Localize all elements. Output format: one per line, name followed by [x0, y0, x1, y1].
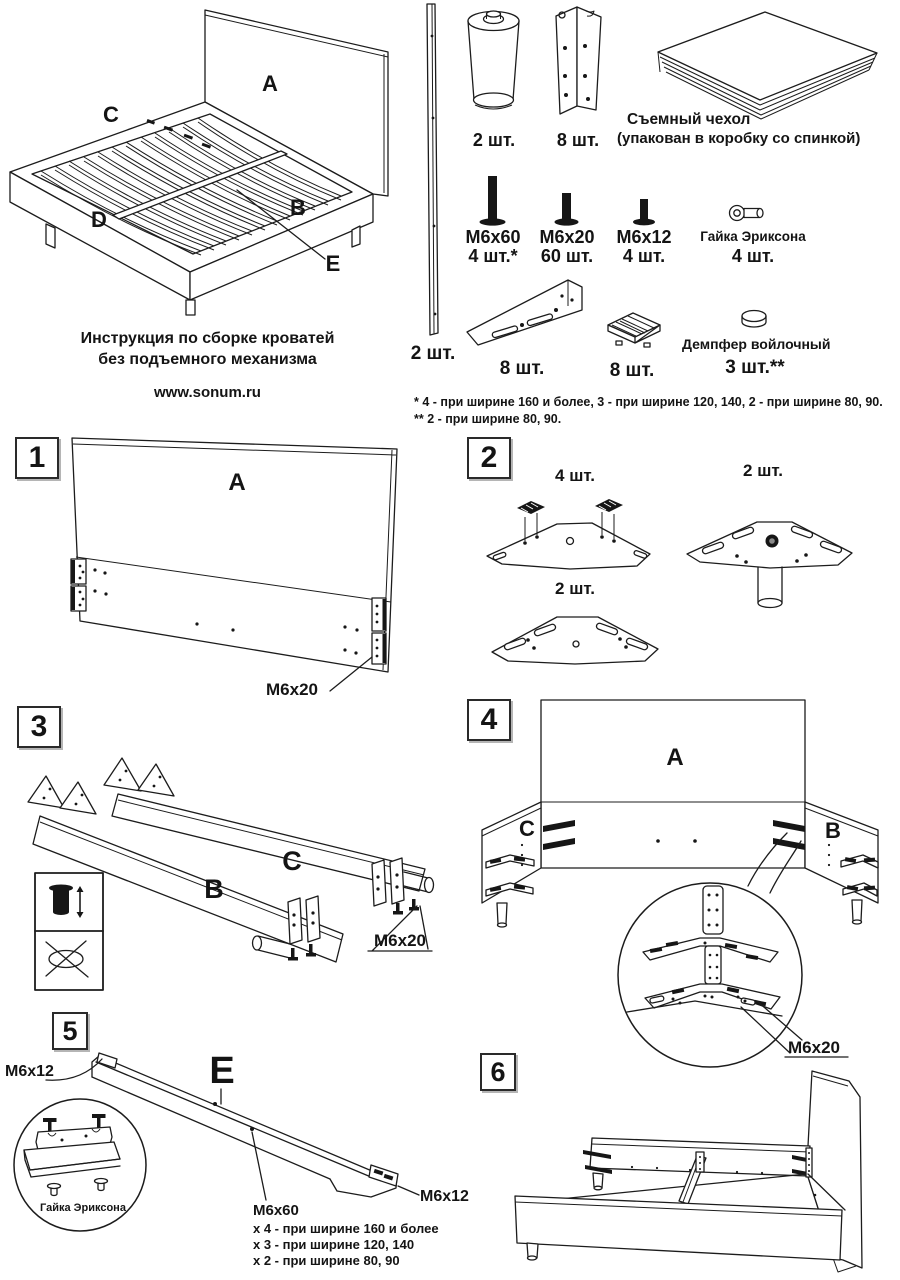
step2-qty-plates: 2 шт. — [555, 579, 595, 598]
step3-label-c: C — [282, 846, 302, 876]
step5-m6x60-label: M6x60 — [253, 1202, 299, 1219]
part-felt-damper-drawing — [742, 311, 766, 328]
step5-number: 5 — [52, 1012, 88, 1050]
overview-label-e: E — [325, 251, 341, 276]
overview-label-c: C — [103, 102, 119, 127]
part-m6x20-qty: 60 шт. — [540, 246, 594, 266]
step4-screw-label: M6x20 — [788, 1038, 840, 1057]
part-nut-name: Гайка Эриксона — [700, 229, 806, 244]
step4-number: 4 — [467, 699, 511, 741]
footnote-2: ** 2 - при ширине 80, 90. — [414, 412, 562, 426]
step3-screw-label: M6x20 — [374, 931, 426, 950]
step2-qty-pads: 4 шт. — [555, 466, 595, 485]
step5-option-2: x 3 - при ширине 120, 140 — [253, 1237, 415, 1252]
part-leg-drawing — [468, 11, 519, 109]
part-angle-bracket-drawing — [556, 7, 601, 114]
step5-option-1: x 4 - при ширине 160 и более — [253, 1221, 439, 1236]
doc-website: www.sonum.ru — [154, 384, 261, 401]
step5-nut-label: Гайка Эриксона — [40, 1202, 126, 1214]
step2-number: 2 — [467, 437, 511, 479]
part-m6x60-name: M6x60 — [465, 227, 521, 247]
part-plate-qty: 8 шт. — [499, 358, 545, 379]
part-damper-name: Демпфер войлочный — [682, 336, 831, 352]
step4-label-c: C — [519, 816, 535, 841]
step5-option-3: x 2 - при ширине 80, 90 — [253, 1253, 400, 1268]
part-leg-qty: 2 шт. — [472, 130, 516, 150]
step1-number: 1 — [15, 437, 59, 479]
part-pad-drawing — [608, 313, 660, 347]
overview-label-a: A — [262, 71, 278, 96]
part-cover-note: (упакован в коробку со спинкой) — [617, 130, 861, 147]
overview-label-d: D — [91, 207, 107, 232]
step3-number: 3 — [17, 706, 61, 748]
part-m6x20-name: M6x20 — [539, 227, 595, 247]
step4-label-b: B — [825, 818, 841, 843]
part-pad-qty: 8 шт. — [609, 360, 655, 381]
part-strip-drawing — [427, 4, 438, 335]
step2-qty-leg-plates: 2 шт. — [743, 461, 783, 480]
step1-screw-label: M6x20 — [266, 680, 318, 699]
part-cover-drawing — [658, 12, 877, 119]
step6-drawing — [515, 1071, 862, 1272]
step4-label-a: A — [666, 744, 684, 771]
part-m6x12-qty: 4 шт. — [622, 246, 666, 266]
part-damper-qty: 3 шт.** — [725, 357, 785, 378]
part-nut-qty: 4 шт. — [731, 246, 775, 266]
part-m6x60-qty: 4 шт.* — [468, 246, 518, 266]
part-m6x12-name: M6x12 — [616, 227, 672, 247]
part-bracket-qty: 8 шт. — [556, 130, 600, 150]
part-strip-qty: 2 шт. — [410, 343, 456, 364]
overview-label-b: B — [290, 195, 306, 220]
doc-title-line2: без подъемного механизма — [98, 351, 317, 368]
part-corner-plate-drawing — [467, 280, 582, 345]
step2-drawing — [487, 499, 852, 664]
part-cover-name: Съемный чехол — [627, 111, 751, 128]
step5-screw-left-label: M6x12 — [5, 1063, 54, 1080]
step5-screw-right-label: M6x12 — [420, 1188, 469, 1205]
step1-label-a: A — [228, 469, 246, 496]
step6-number: 6 — [480, 1053, 516, 1091]
step5-label-e: E — [209, 1050, 235, 1092]
footnote-1: * 4 - при ширине 160 и более, 3 - при ширине 120, 140, 2 - при ширине 80, 90. — [414, 395, 883, 409]
part-screws-drawing — [480, 176, 764, 226]
step3-label-b: B — [204, 874, 224, 904]
doc-title-line1: Инструкция по сборке кроватей — [80, 330, 335, 347]
